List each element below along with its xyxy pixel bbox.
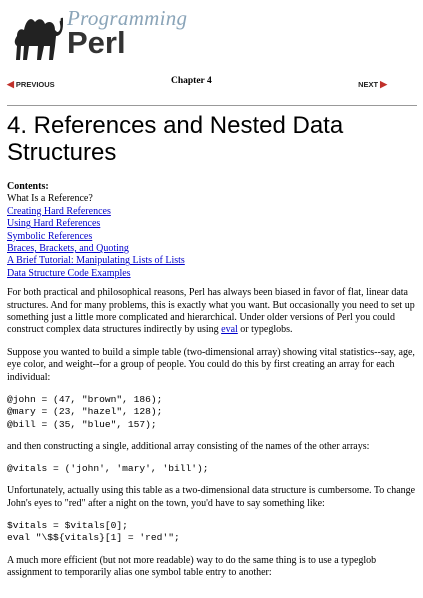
- page: [7, 0, 417, 578]
- paragraph: Unfortunately, actually using this table as a two-dimensional data structure is cumbersome. To change John's eyes to "red" after a night on the town, you'd have to say something like:: [7, 485, 416, 509]
- logo-programming-text: Programming: [67, 6, 188, 30]
- paragraph-text: For both practical and philosophical reasons, Perl has always been biased in favor of flat, linear data structures. And for many problems, this is exactly what you want. But occasionally you need to set up something just a little more complicated and hierarchical. Under older versions of Perl you could construct complex data structures indirectly by using: [7, 287, 415, 336]
- previous-label: PREVIOUS: [15, 80, 55, 89]
- paragraph: Suppose you wanted to build a simple table (two-dimensional array) showing vital statistics--say, age, eye color, and weight--for a group of people. You could do this by first creating an array for each individual:: [7, 346, 415, 383]
- header-logo[interactable]: [7, 0, 417, 66]
- code-block: @vitals = ('john', 'mary', 'bill');: [7, 463, 209, 475]
- logo-perl-text: Perl: [67, 25, 126, 60]
- paragraph: A much more efficient (but not more readable) way to do the same thing is to use a typeglob assignment to temporarily alias one symbol table entry to another:: [7, 554, 377, 578]
- eval-link[interactable]: eval: [221, 324, 238, 336]
- next-button[interactable]: [358, 80, 387, 89]
- paragraph: and then constructing a single, additional array consisting of the names of the other arrays:: [7, 440, 370, 452]
- toc-link[interactable]: Data Structure Code Examples: [7, 267, 131, 279]
- table-of-contents: [7, 193, 417, 280]
- toc-link[interactable]: A Brief Tutorial: Manipulating Lists of Lists: [7, 255, 185, 267]
- arrow-left-icon: ◀: [7, 79, 14, 89]
- chapter-nav: [7, 66, 417, 108]
- camel-icon: [11, 6, 63, 62]
- code-block: @john = (47, "brown", 186); @mary = (23, "hazel", 128); @bill = (35, "blue", 157);: [7, 394, 163, 430]
- page-title: 4. References and Nested Data Structures: [7, 112, 344, 166]
- toc-link[interactable]: Using Hard References: [7, 218, 101, 230]
- toc-link[interactable]: Creating Hard References: [7, 205, 111, 217]
- code-block: $vitals = $vitals[0]; eval "\$${vitals}[1] = 'red'";: [7, 520, 180, 544]
- toc-item: What Is a Reference?: [7, 193, 93, 205]
- divider: [7, 105, 417, 106]
- contents-heading: Contents:: [7, 181, 49, 192]
- previous-button[interactable]: [7, 80, 55, 89]
- toc-link[interactable]: Braces, Brackets, and Quoting: [7, 243, 129, 255]
- next-label: NEXT: [358, 80, 379, 89]
- toc-link[interactable]: Symbolic References: [7, 230, 93, 242]
- chapter-label: Chapter 4: [171, 76, 212, 86]
- main-content: [7, 181, 417, 579]
- paragraph: [7, 287, 417, 337]
- arrow-right-icon: ▶: [380, 79, 387, 89]
- paragraph-text: or typeglobs.: [237, 324, 293, 336]
